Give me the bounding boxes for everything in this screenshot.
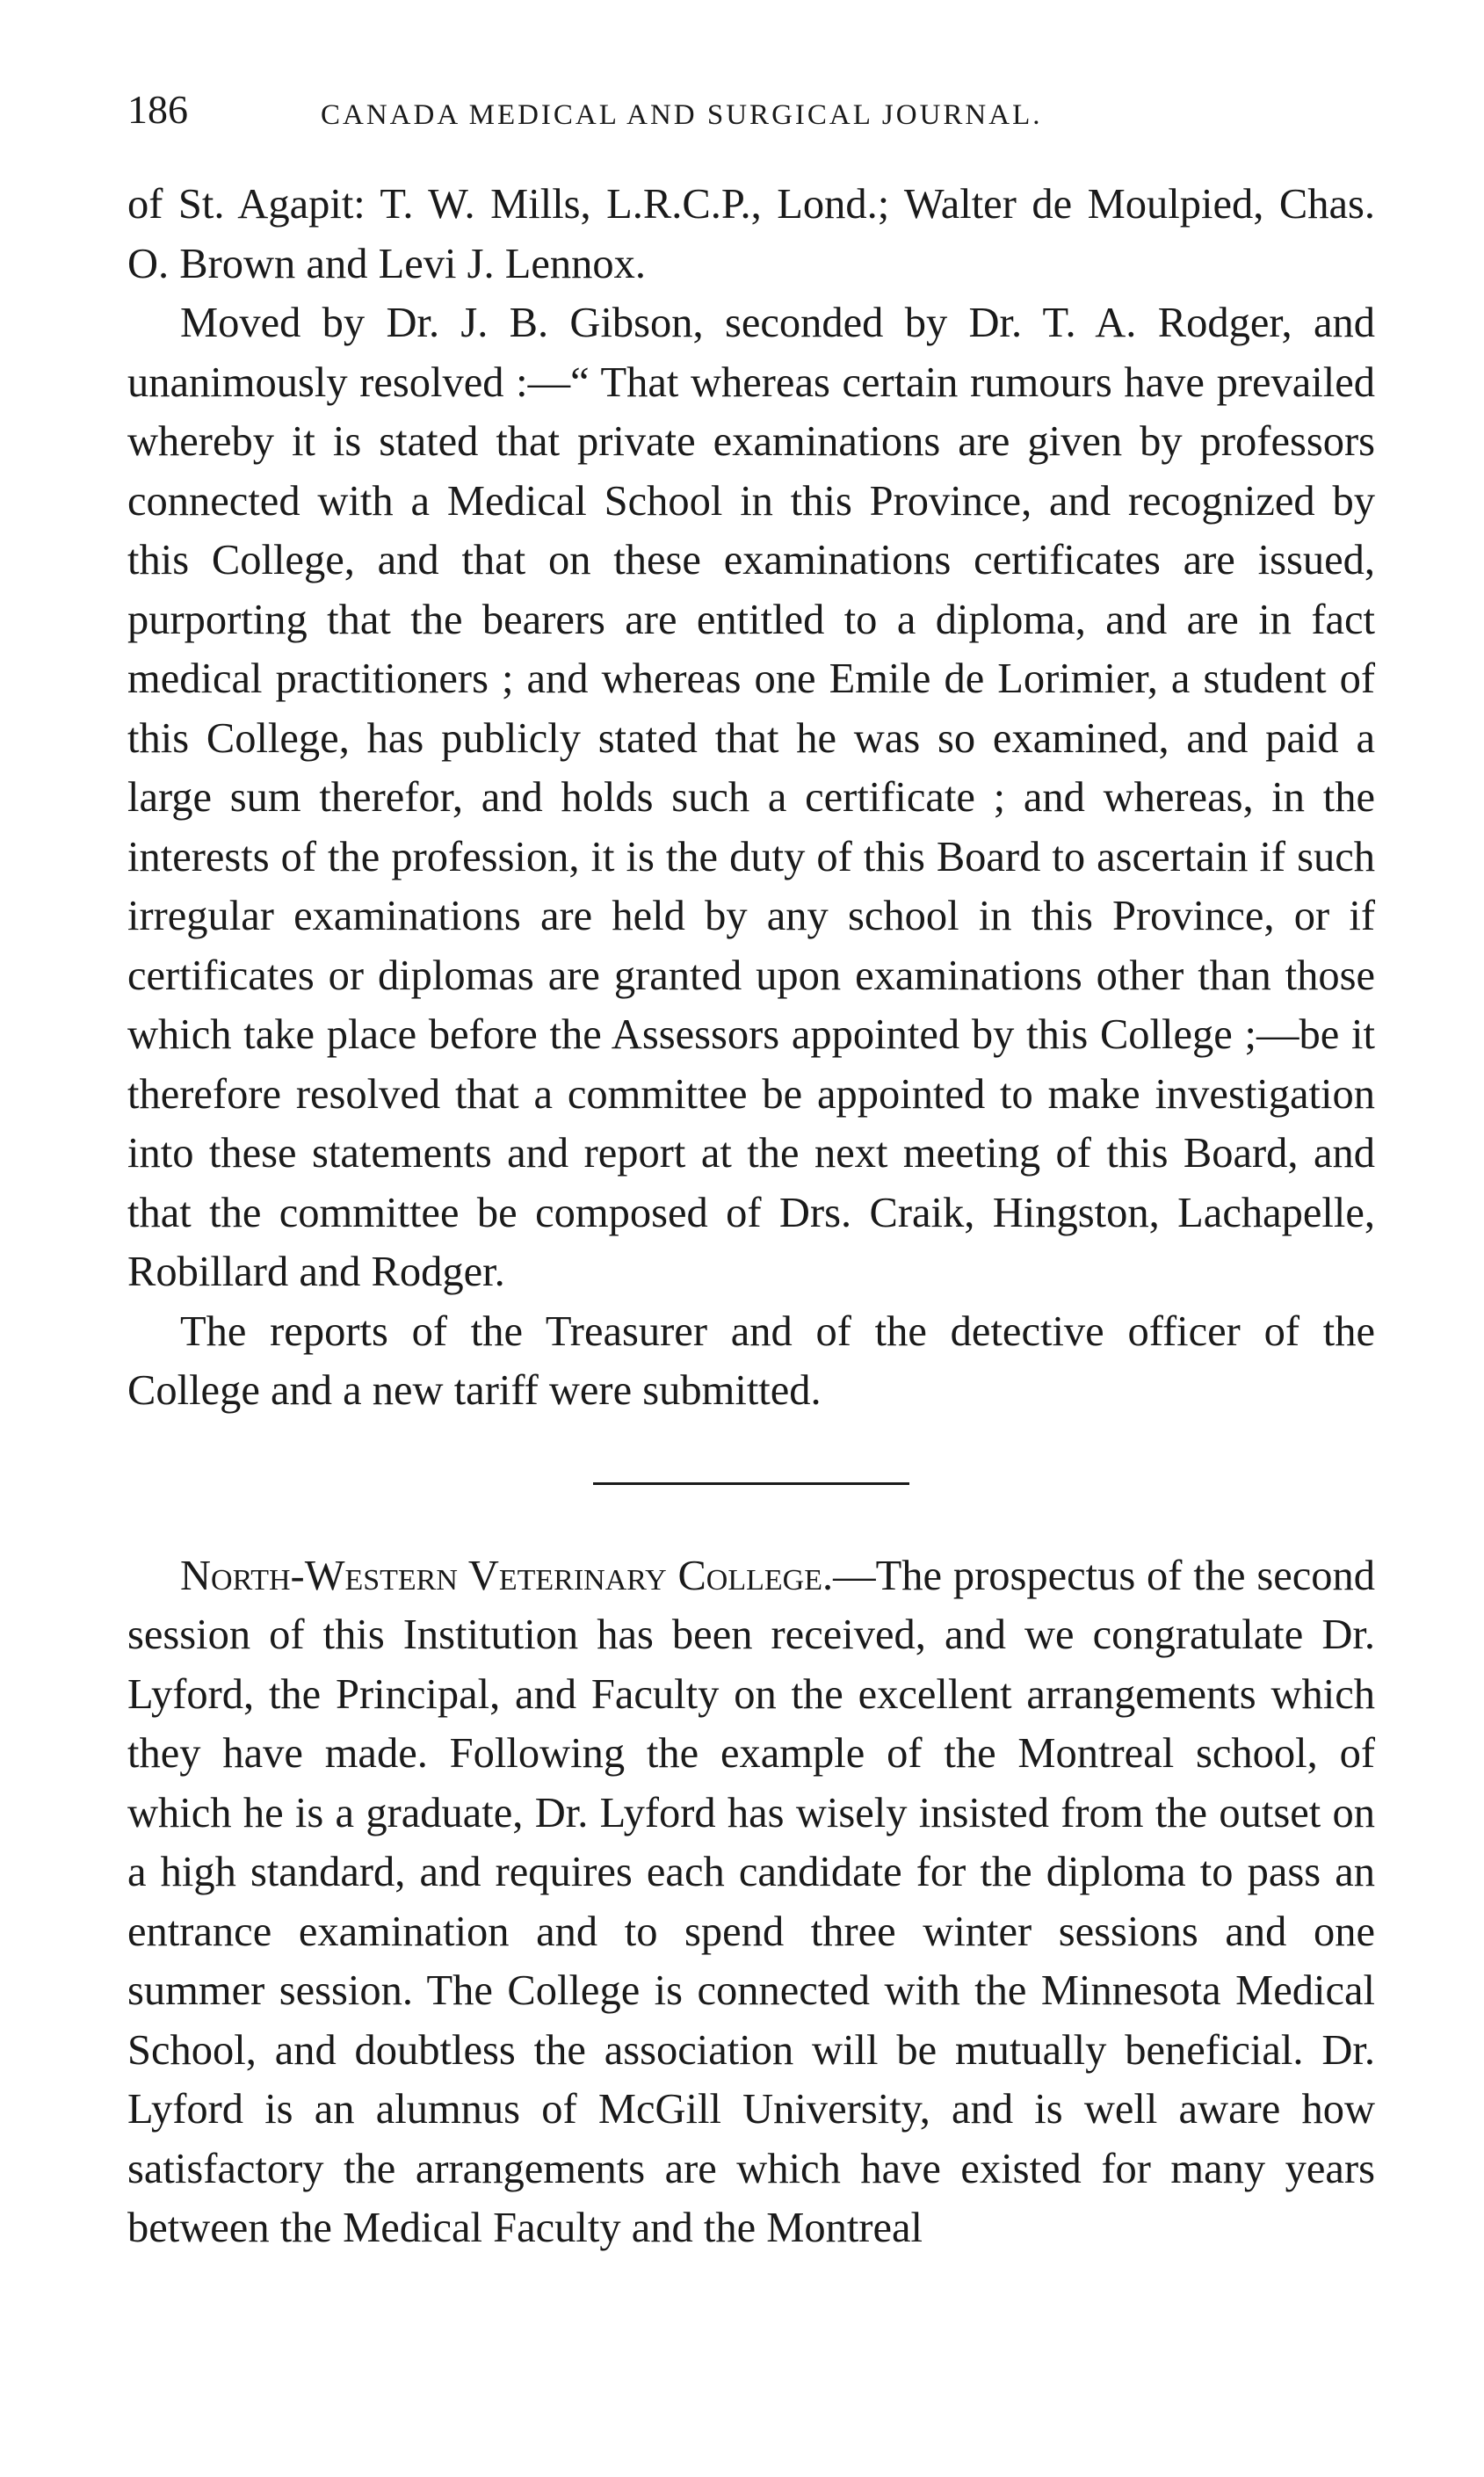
paragraph-veterinary-college	[127, 1546, 1375, 2258]
section-divider	[593, 1482, 909, 1485]
section-text: —The prospectus of the second session of this Institution has been received, and we congratulate Dr. Lyford, the Principal, and Faculty on the excellent arrangements which they have made. Following the example of the Montreal school, of which he is a graduate, Dr. Lyford has wisely insisted from the outset on a high standard, and requires each candidate for the diploma to pass an entrance examination and to spend three winter sessions and one summer session. The College is connected with the Minnesota Medical School, and doubtless the association will be mutually beneficial. Dr. Lyford is an alumnus of McGill University, and is well aware how satisfactory the arrangements are which have existed for many years between the Medical Faculty and the Montreal	[127, 1552, 1375, 2251]
paragraph-reports: The reports of the Treasurer and of the detective officer of the College and a new tariff were submitted.	[127, 1307, 1375, 1414]
journal-page	[127, 83, 1375, 2258]
section-heading: North-Western Veterinary College.	[180, 1552, 834, 1599]
page-number: 186	[127, 87, 188, 132]
paragraph-continuation: of St. Agapit: T. W. Mills, L.R.C.P., Lond.; Walter de Moulpied, Chas. O. Brown and Levi J. Lennox.	[127, 181, 1375, 287]
running-head	[127, 83, 1375, 136]
journal-title: CANADA MEDICAL AND SURGICAL JOURNAL.	[321, 99, 1043, 131]
paragraph-resolution: Moved by Dr. J. B. Gibson, seconded by Dr. T. A. Rodger, and unanimously resolved :—“ That whereas certain rumours have prevailed whereby it is stated that private examinations are given by professors connected with a Medical School in this Province, and recognized by this College, and that on these examinations certificates are issued, purporting that the bearers are entitled to a diploma, and are in fact medical practitioners ; and whereas one Emile de Lorimier, a student of this College, has publicly stated that he was so examined, and paid a large sum therefor, and holds such a certificate ; and whereas, in the interests of the profession, it is the duty of this Board to ascertain if such irregular examinations are held by any school in this Province, or if certificates or diplomas are granted upon examinations other than those which take place before the Assessors appointed by this College ;—be it therefore resolved that a committee be appointed to make investigation into these statements and report at the next meeting of this Board, and that the committee be composed of Drs. Craik, Hingston, Lachapelle, Robillard and Rodger.	[127, 300, 1375, 1295]
